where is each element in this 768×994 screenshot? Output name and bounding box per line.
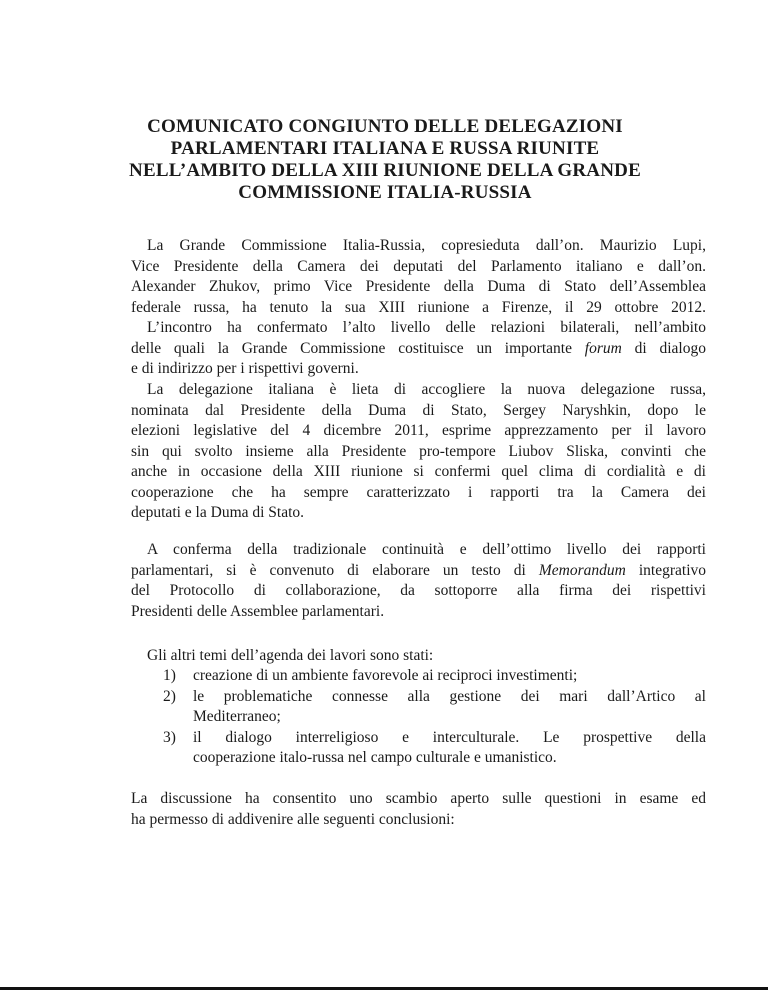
text-line: cooperazione italo-russa nel campo culturale e umanistico. bbox=[193, 749, 557, 766]
text-line: La discussione ha consentito uno scambio aperto sulle questioni in esame ed bbox=[131, 790, 706, 807]
text-line: Vice Presidente della Camera dei deputati del Parlamento italiano e dall’on. bbox=[131, 257, 706, 275]
text-line: elezioni legislative del 4 dicembre 2011, esprime apprezzamento per il lavoro bbox=[131, 422, 706, 439]
text-line: il dialogo interreligioso e interculturale. Le prospettive della bbox=[193, 728, 706, 746]
paragraph-memorandum bbox=[131, 540, 706, 622]
list-number: 3) bbox=[163, 728, 176, 746]
text-run: delle quali la Grande Commissione costituisce un importante bbox=[131, 339, 585, 357]
document-title bbox=[120, 116, 650, 204]
title-line: PARLAMENTARI ITALIANA E RUSSA RIUNITE bbox=[170, 138, 600, 159]
list-number: 1) bbox=[163, 667, 176, 684]
paragraph-commission bbox=[131, 236, 706, 380]
title-line: COMUNICATO CONGIUNTO DELLE DELEGAZIONI bbox=[147, 116, 623, 137]
text-run: di dialogo bbox=[621, 339, 706, 357]
title-line: NELL’AMBITO DELLA XIII RIUNIONE DELLA GRANDE bbox=[129, 160, 641, 181]
text-line: creazione di un ambiente favorevole ai reciproci investimenti; bbox=[193, 667, 578, 684]
paragraph-agenda-intro bbox=[131, 646, 706, 667]
text-line: Alexander Zhukov, primo Vice Presidente della Duma di Stato dell’Assemblea bbox=[131, 278, 706, 295]
text-run: parlamentari, si è convenuto di elaborare un testo di bbox=[131, 561, 539, 579]
text-line: Gli altri temi dell’agenda dei lavori sono stati: bbox=[147, 647, 434, 664]
agenda-list bbox=[163, 666, 706, 769]
text-line: nominata dal Presidente della Duma di Stato, Sergey Naryshkin, dopo le bbox=[131, 401, 706, 419]
bottom-rule bbox=[0, 987, 768, 990]
text-line: L’incontro ha confermato l’alto livello delle relazioni bilaterali, nell’ambito bbox=[147, 319, 706, 336]
text-line: La Grande Commissione Italia-Russia, copresieduta dall’on. Maurizio Lupi, bbox=[147, 237, 706, 254]
text-line bbox=[131, 339, 706, 360]
text-line: e di indirizzo per i rispettivi governi. bbox=[131, 360, 359, 377]
list-item bbox=[163, 687, 706, 728]
paragraph-discussion bbox=[131, 789, 706, 830]
text-line: anche in occasione della XIII riunione si confermi quel clima di cordialità e di bbox=[131, 463, 706, 480]
text-line: le problematiche connesse alla gestione dei mari dall’Artico al bbox=[193, 687, 706, 705]
paragraph-delegation bbox=[131, 380, 706, 524]
text-line: Presidenti delle Assemblee parlamentari. bbox=[131, 602, 385, 620]
text-line: del Protocollo di collaborazione, da sottoporre alla firma dei rispettivi bbox=[131, 582, 706, 599]
text-line: La delegazione italiana è lieta di accogliere la nuova delegazione russa, bbox=[147, 381, 706, 398]
text-line: A conferma della tradizionale continuità e dell’ottimo livello dei rapporti bbox=[147, 541, 706, 558]
text-line: sin qui svolto insieme alla Presidente pro-tempore Liubov Sliska, convinti che bbox=[131, 442, 706, 460]
title-line: COMMISSIONE ITALIA-RUSSIA bbox=[238, 182, 532, 203]
list-number: 2) bbox=[163, 687, 176, 705]
italic-term: Memorandum bbox=[538, 561, 626, 579]
text-line: deputati e la Duma di Stato. bbox=[131, 504, 305, 521]
text-line: ha permesso di addivenire alle seguenti conclusioni: bbox=[131, 810, 455, 828]
text-line: Mediterraneo; bbox=[193, 708, 281, 725]
list-item bbox=[163, 666, 706, 687]
text-run: integrativo bbox=[625, 561, 706, 579]
italic-term: forum bbox=[584, 339, 622, 357]
list-item bbox=[163, 728, 706, 769]
text-line: federale russa, ha tenuto la sua XIII riunione a Firenze, il 29 ottobre 2012. bbox=[131, 298, 706, 316]
text-line: cooperazione che ha sempre caratterizzato i rapporti tra la Camera dei bbox=[131, 483, 706, 501]
text-line bbox=[131, 561, 706, 582]
